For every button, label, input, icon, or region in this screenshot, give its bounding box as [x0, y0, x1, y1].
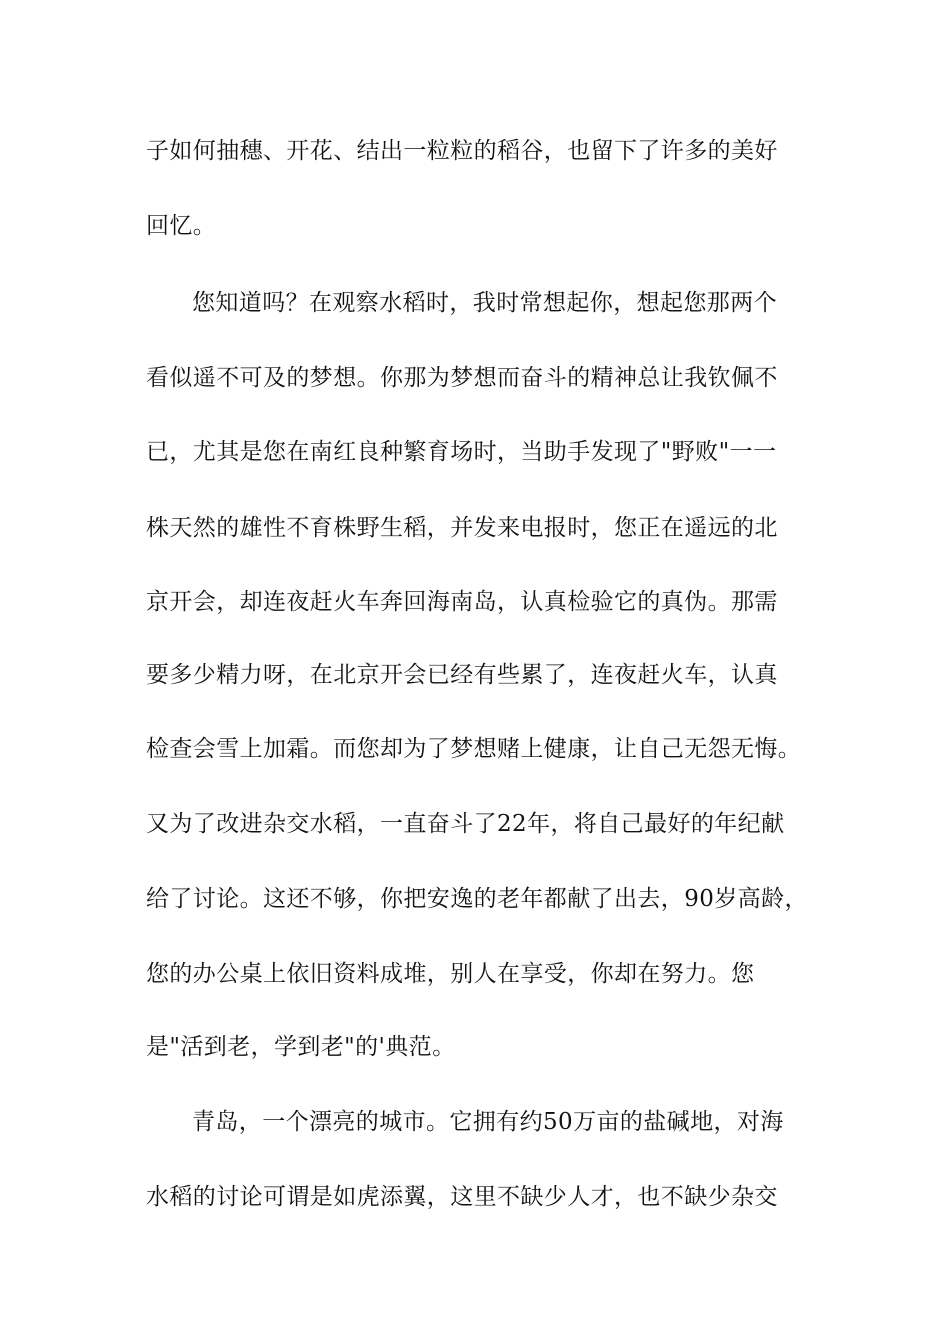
text-line: 株天然的雄性不育株野生稻，并发来电报时，您正在遥远的北 — [146, 515, 778, 541]
text-line: 您的办公桌上依旧资料成堆，别人在享受，你却在努力。您 — [146, 961, 755, 987]
text-line: 是"活到老，学到老"的'典范。 — [146, 1034, 456, 1060]
paragraph-start-line: 青岛，一个漂亮的城市。它拥有约50万亩的盐碱地，对海 — [192, 1109, 784, 1135]
paragraph-start-line: 您知道吗？在观察水稻时，我时常想起你，想起您那两个 — [192, 290, 777, 316]
text-line: 已，尤其是您在南红良种繁育场时，当助手发现了"野败"一一 — [146, 439, 777, 465]
text-line: 水稻的讨论可谓是如虎添翼，这里不缺少人才，也不缺少杂交 — [146, 1184, 778, 1210]
text-line: 要多少精力呀，在北京开会已经有些累了，连夜赶火车，认真 — [146, 662, 778, 688]
text-line: 京开会，却连夜赶火车奔回海南岛，认真检验它的真伪。那需 — [146, 589, 778, 615]
text-line: 看似遥不可及的梦想。你那为梦想而奋斗的精神总让我钦佩不 — [146, 365, 778, 391]
text-line: 子如何抽穗、开花、结出一粒粒的稻谷，也留下了许多的美好 — [146, 138, 778, 164]
text-line: 回忆。 — [146, 213, 217, 239]
text-line: 给了讨论。这还不够，你把安逸的老年都献了出去，90岁高龄， — [146, 886, 808, 912]
text-line: 又为了改进杂交水稻，一直奋斗了22年，将自己最好的年纪献 — [146, 811, 785, 837]
text-line: 检查会雪上加霜。而您却为了梦想赌上健康，让自己无怨无悔。 — [146, 736, 802, 762]
